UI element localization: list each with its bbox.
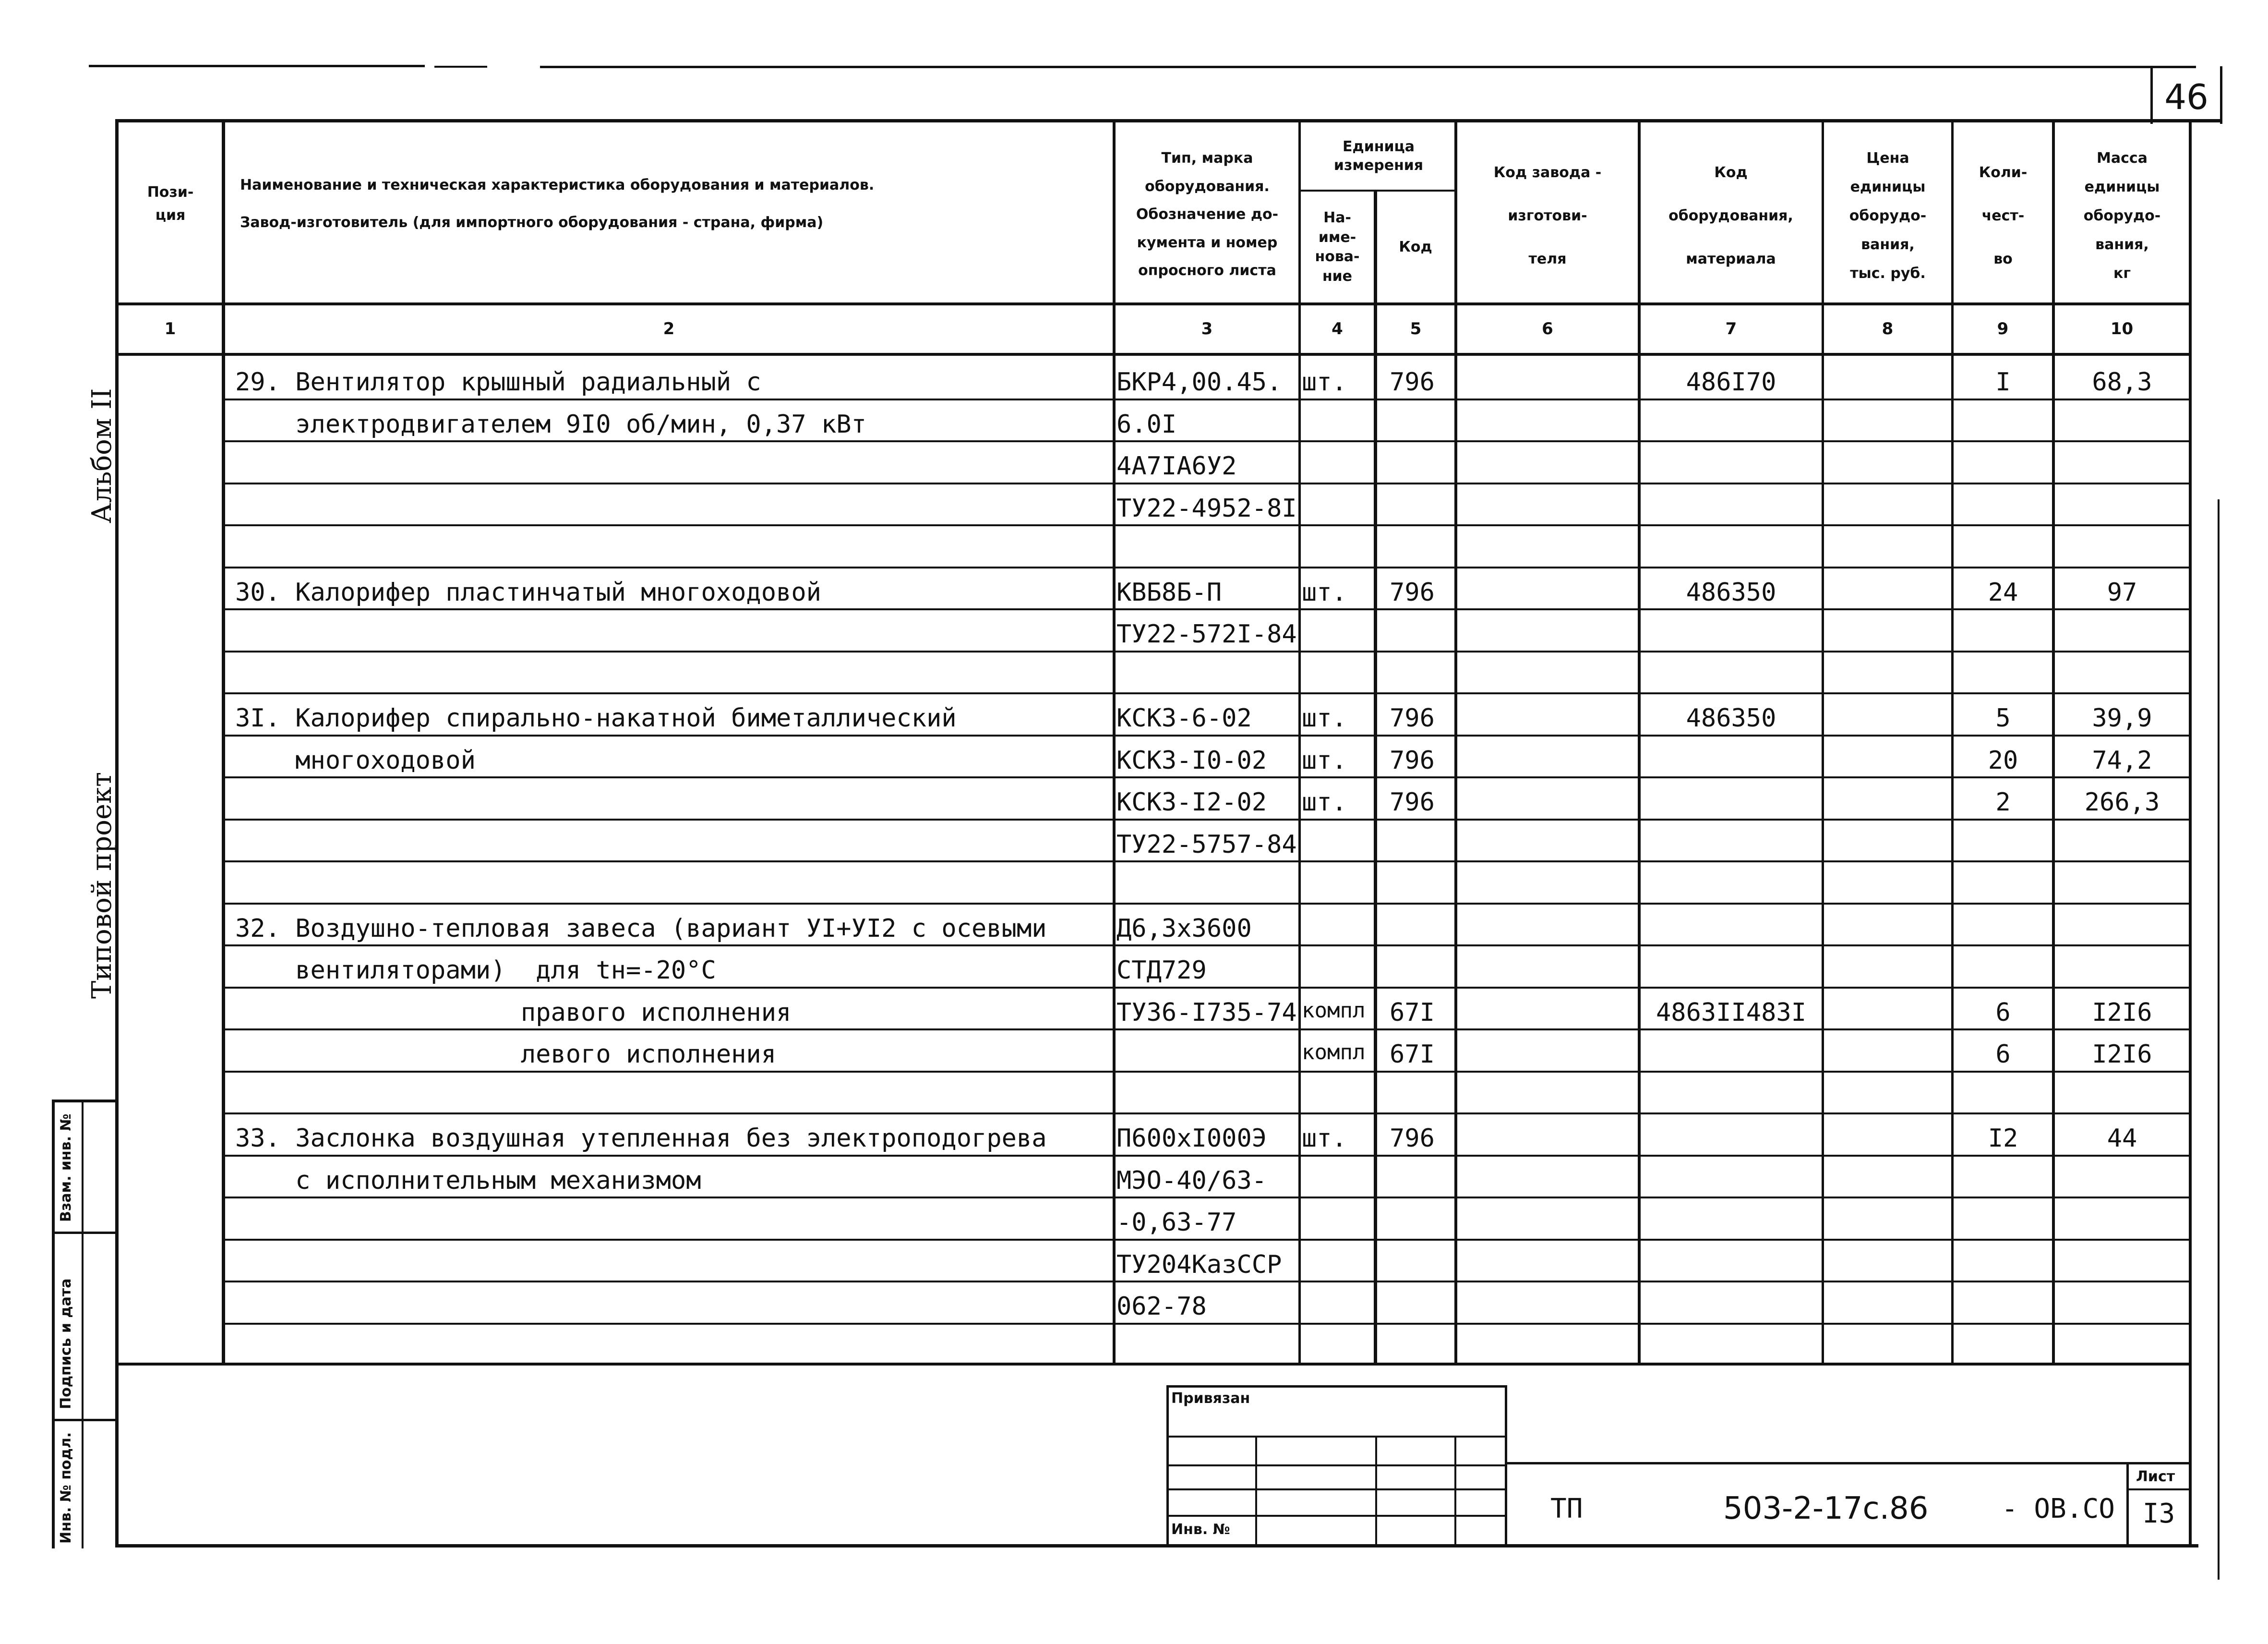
- item-name: электродвигателем 9I0 об/мин, 0,37 кВт: [235, 410, 866, 439]
- row-separator: [222, 903, 2189, 905]
- row-separator: [222, 567, 2189, 568]
- item-name: 33. Заслонка воздушная утепленная без электроподогрева: [235, 1124, 1047, 1153]
- item-quantity: 6: [1995, 1040, 2011, 1069]
- item-type: СТД729: [1116, 956, 1207, 985]
- header-type: Тип, марка оборудования. Обозначение до- кумента и номер опросного листа: [1136, 150, 1279, 279]
- row-separator: [222, 776, 2189, 778]
- row-separator: [222, 1197, 2189, 1198]
- item-name: вентиляторами) для tн=-20°С: [235, 956, 716, 985]
- inventory-label: Инв. №: [1171, 1521, 1230, 1538]
- item-type: -0,63-77: [1116, 1208, 1237, 1237]
- col-number-10: 10: [2110, 319, 2134, 338]
- item-mass: 44: [2107, 1124, 2137, 1153]
- item-unit: шт.: [1302, 746, 1347, 775]
- item-equipment-code: 486350: [1686, 578, 1776, 607]
- sheet-number: I3: [2142, 1498, 2175, 1529]
- document-code: 503-2-17с.86: [1723, 1491, 1929, 1526]
- item-name: 32. Воздушно-тепловая завеса (вариант УI+УI2 с осевыми: [235, 914, 1047, 943]
- item-unit: шт.: [1302, 578, 1347, 607]
- row-separator: [222, 860, 2189, 862]
- row-separator: [222, 819, 2189, 821]
- item-name: левого исполнения: [235, 1040, 777, 1069]
- col-number-1: 1: [164, 319, 176, 338]
- item-unit-code: 67I: [1390, 998, 1435, 1027]
- item-equipment-code: 486350: [1686, 704, 1776, 733]
- header-maker-code: Код завода - изготови- теля: [1493, 164, 1602, 267]
- item-mass: 97: [2107, 578, 2137, 607]
- item-type: КВБ8Б-П: [1116, 578, 1222, 607]
- item-unit: шт.: [1302, 368, 1347, 397]
- row-separator: [222, 944, 2189, 946]
- item-mass: I2I6: [2092, 1040, 2152, 1069]
- item-type: 062-78: [1116, 1292, 1207, 1321]
- item-type: 6.0I: [1116, 410, 1177, 439]
- item-unit-code: 796: [1390, 578, 1435, 607]
- item-equipment-code: 486I70: [1686, 368, 1776, 397]
- item-type: МЭО-40/63-: [1116, 1166, 1267, 1195]
- item-type: ТУ204КазССР: [1116, 1250, 1282, 1279]
- item-unit-code: 796: [1390, 704, 1435, 733]
- row-separator: [222, 692, 2189, 694]
- col-number-5: 5: [1410, 319, 1422, 338]
- album-label: Альбом ІІ: [86, 388, 118, 523]
- row-separator: [222, 1071, 2189, 1073]
- item-type: ТУ22-5757-84: [1116, 830, 1297, 859]
- page-number: 46: [2164, 77, 2208, 117]
- item-unit-code: 796: [1390, 368, 1435, 397]
- header-unit: Единица измерения: [1333, 138, 1424, 174]
- item-name: 29. Вентилятор крышный радиальный с: [235, 368, 761, 397]
- item-unit-code: 796: [1390, 1124, 1435, 1153]
- item-name: с исполнительным механизмом: [235, 1166, 701, 1195]
- item-quantity: 2: [1995, 788, 2011, 817]
- item-type: КСК3-I2-02: [1116, 788, 1267, 817]
- item-unit: компл: [1302, 1040, 1366, 1064]
- tp-label: ТП: [1550, 1493, 1583, 1524]
- row-separator: [222, 1028, 2189, 1030]
- row-separator: [222, 1112, 2189, 1114]
- stamp-label-signature: Подпись и дата: [58, 1278, 74, 1409]
- row-separator: [222, 735, 2189, 737]
- document-suffix: - ОВ.СО: [2002, 1493, 2115, 1524]
- item-type: БКР4,00.45.: [1116, 368, 1282, 397]
- item-mass: 68,3: [2092, 368, 2152, 397]
- row-separator: [222, 1323, 2189, 1325]
- header-equipment-code: Код оборудования, материала: [1668, 164, 1793, 267]
- row-separator: [222, 1239, 2189, 1241]
- item-type: ТУ22-572I-84: [1116, 620, 1297, 649]
- header-unit-name: На- име- нова- ние: [1315, 209, 1360, 285]
- item-mass: I2I6: [2092, 998, 2152, 1027]
- item-unit-code: 796: [1390, 746, 1435, 775]
- col-number-4: 4: [1332, 319, 1343, 338]
- col-number-8: 8: [1882, 319, 1894, 338]
- project-label: Типовой проект: [86, 772, 118, 999]
- col-number-3: 3: [1201, 319, 1213, 338]
- header-price: Цена единицы оборудо- вания, тыс. руб.: [1849, 150, 1927, 282]
- header-position: Пози- ция: [147, 184, 194, 224]
- item-quantity: I: [1995, 368, 2011, 397]
- header-unit-code: Код: [1399, 239, 1432, 255]
- row-separator: [222, 483, 2189, 484]
- item-unit: шт.: [1302, 788, 1347, 817]
- item-type: ТУ22-4952-8I: [1116, 494, 1297, 523]
- item-quantity: 20: [1988, 746, 2018, 775]
- item-type: П600хI000Э: [1116, 1124, 1267, 1153]
- item-name: 3I. Калорифер спирально-накатной биметаллический: [235, 704, 957, 733]
- item-unit-code: 67I: [1390, 1040, 1435, 1069]
- header-name: Наименование и техническая характеристика оборудования и материалов. Завод-изготовитель (для импортного оборудования - страна, фирма): [240, 177, 875, 231]
- item-quantity: I2: [1988, 1124, 2018, 1153]
- row-separator: [222, 440, 2189, 442]
- item-unit: шт.: [1302, 1124, 1347, 1153]
- item-quantity: 6: [1995, 998, 2011, 1027]
- row-separator: [222, 651, 2189, 653]
- item-type: КСК3-6-02: [1116, 704, 1252, 733]
- item-quantity: 5: [1995, 704, 2011, 733]
- item-mass: 74,2: [2092, 746, 2152, 775]
- header-quantity: Коли- чест- во: [1979, 164, 2028, 267]
- item-equipment-code: 4863II483I: [1656, 998, 1807, 1027]
- row-separator: [222, 399, 2189, 400]
- item-type: ТУ36-I735-74: [1116, 998, 1297, 1027]
- sheet-label: Лист: [2136, 1468, 2175, 1485]
- row-separator: [222, 524, 2189, 526]
- row-separator: [222, 987, 2189, 989]
- stamp-label-replace: Взам. инв. №: [58, 1113, 74, 1222]
- col-number-2: 2: [663, 319, 675, 338]
- binding-label: Привязан: [1171, 1390, 1250, 1407]
- row-separator: [222, 1155, 2189, 1157]
- item-name: многоходовой: [235, 746, 476, 775]
- item-name: 30. Калорифер пластинчатый многоходовой: [235, 578, 821, 607]
- item-name: правого исполнения: [235, 998, 792, 1027]
- item-type: Д6,3х3600: [1116, 914, 1252, 943]
- col-number-9: 9: [1997, 319, 2009, 338]
- row-separator: [222, 1281, 2189, 1282]
- item-unit: компл: [1302, 998, 1366, 1023]
- item-unit-code: 796: [1390, 788, 1435, 817]
- item-type: 4А7IА6У2: [1116, 452, 1237, 481]
- header-mass: Масса единицы оборудо- вания, кг: [2083, 150, 2161, 282]
- item-quantity: 24: [1988, 578, 2018, 607]
- stamp-label-inventory: Инв. № подл.: [58, 1432, 74, 1544]
- item-mass: 266,3: [2084, 788, 2160, 817]
- col-number-6: 6: [1542, 319, 1553, 338]
- item-unit: шт.: [1302, 704, 1347, 733]
- item-mass: 39,9: [2092, 704, 2152, 733]
- item-type: КСК3-I0-02: [1116, 746, 1267, 775]
- row-separator: [222, 608, 2189, 610]
- col-number-7: 7: [1725, 319, 1737, 338]
